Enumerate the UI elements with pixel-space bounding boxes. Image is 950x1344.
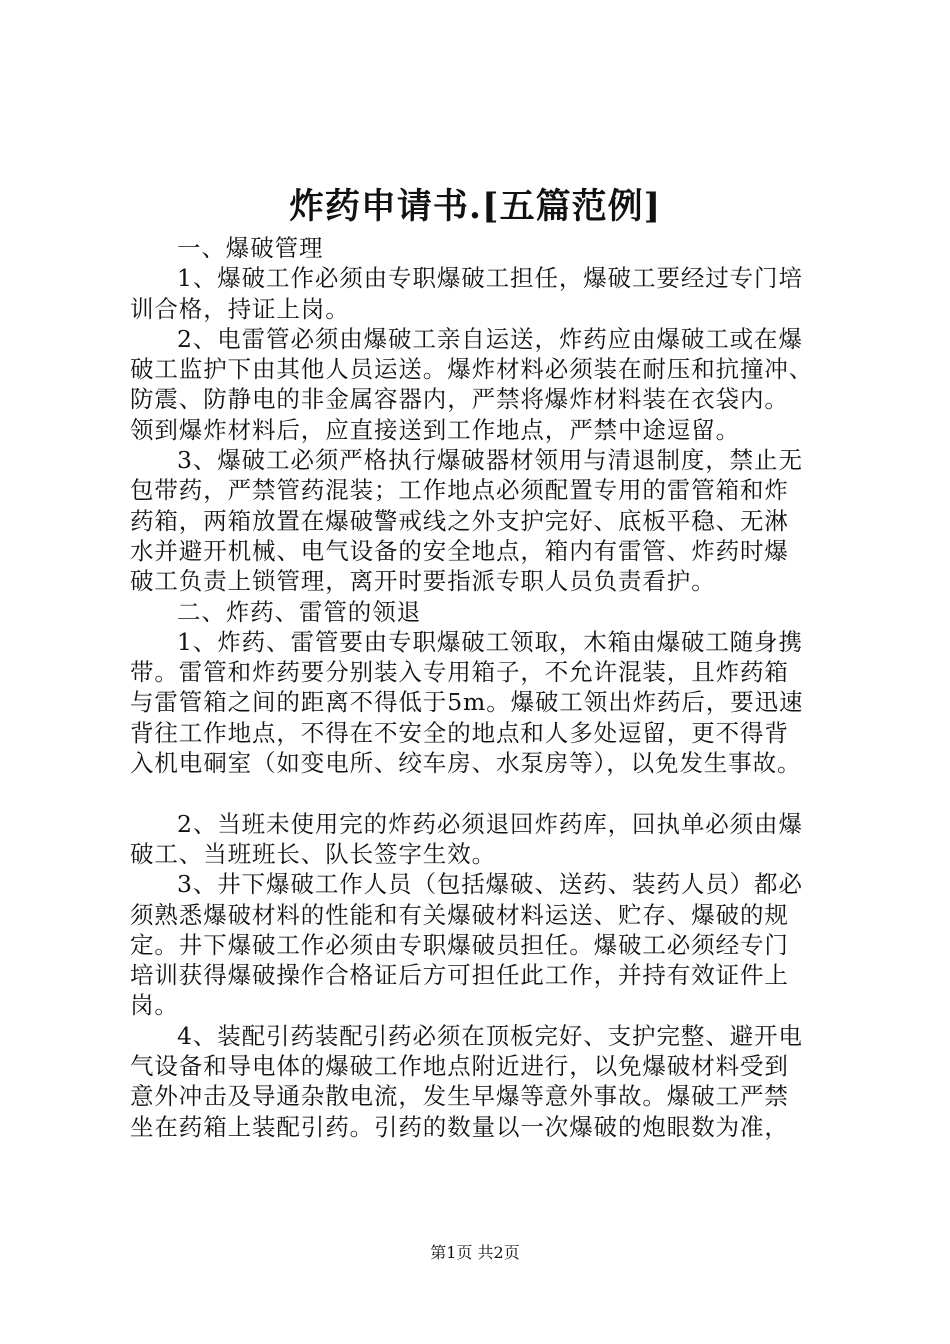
paragraph-line: 训合格，持证上岗。 xyxy=(130,294,350,323)
document-title: 炸药申请书.[五篇范例] xyxy=(288,186,662,227)
paragraph-line: 与雷管箱之间的距离不得低于5m。爆破工领出炸药后，要迅速 xyxy=(130,688,804,717)
paragraph-line: 3、爆破工必须严格执行爆破器材领用与清退制度，禁止无 xyxy=(177,446,803,475)
paragraph-line: 2、电雷管必须由爆破工亲自运送，炸药应由爆破工或在爆 xyxy=(177,324,803,353)
paragraph-line: 4、装配引药装配引药必须在顶板完好、支护完整、避开电 xyxy=(177,1021,803,1050)
paragraph-line: 水并避开机械、电气设备的安全地点，箱内有雷管、炸药时爆 xyxy=(130,536,789,565)
paragraph-line: 包带药，严禁管药混装；工作地点必须配置专用的雷管箱和炸 xyxy=(130,476,789,505)
paragraph-line: 定。井下爆破工作必须由专职爆破员担任。爆破工必须经专门 xyxy=(130,930,789,959)
paragraph-line: 意外冲击及导通杂散电流，发生早爆等意外事故。爆破工严禁 xyxy=(130,1082,789,1111)
paragraph-line: 破工负责上锁管理，离开时要指派专职人员负责看护。 xyxy=(130,567,716,596)
paragraph-line: 防震、防静电的非金属容器内，严禁将爆炸材料装在衣袋内。 xyxy=(130,385,789,414)
page-number-footer: 第1页 共2页 xyxy=(430,1243,520,1262)
paragraph-line: 3、井下爆破工作人员（包括爆破、送药、装药人员）都必 xyxy=(177,870,803,899)
paragraph-line: 领到爆炸材料后，应直接送到工作地点，严禁中途逗留。 xyxy=(130,415,740,444)
paragraph-line: 培训获得爆破操作合格证后方可担任此工作，并持有效证件上 xyxy=(130,961,789,990)
blank-line xyxy=(130,778,830,808)
paragraph-line: 岗。 xyxy=(130,991,179,1020)
paragraph-line: 入机电硐室（如变电所、绞车房、水泵房等），以免发生事故。 xyxy=(130,749,802,778)
paragraph-line: 带。雷管和炸药要分别装入专用箱子，不允许混装，且炸药箱 xyxy=(130,658,789,687)
paragraph-line: 破工、当班班长、队长签字生效。 xyxy=(130,839,496,868)
paragraph-line: 须熟悉爆破材料的性能和有关爆破材料运送、贮存、爆破的规 xyxy=(130,900,789,929)
paragraph-line: 1、炸药、雷管要由专职爆破工领取，木箱由爆破工随身携 xyxy=(177,627,803,656)
section-heading: 二、炸药、雷管的领退 xyxy=(177,597,421,626)
paragraph-line: 背往工作地点，不得在不安全的地点和人多处逗留，更不得背 xyxy=(130,718,789,747)
paragraph-line: 破工监护下由其他人员运送。爆炸材料必须装在耐压和抗撞冲、 xyxy=(130,355,814,384)
document-body xyxy=(130,233,830,1142)
paragraph-line: 2、当班未使用完的炸药必须退回炸药库，回执单必须由爆 xyxy=(177,809,803,838)
paragraph-line: 1、爆破工作必须由专职爆破工担任，爆破工要经过专门培 xyxy=(177,264,803,293)
paragraph-line: 坐在药箱上装配引药。引药的数量以一次爆破的炮眼数为准， xyxy=(130,1112,789,1141)
section-heading: 一、爆破管理 xyxy=(177,234,324,262)
paragraph-line: 气设备和导电体的爆破工作地点附近进行，以免爆破材料受到 xyxy=(130,1052,789,1081)
paragraph-line: 药箱，两箱放置在爆破警戒线之外支护完好、底板平稳、无淋 xyxy=(130,506,789,535)
